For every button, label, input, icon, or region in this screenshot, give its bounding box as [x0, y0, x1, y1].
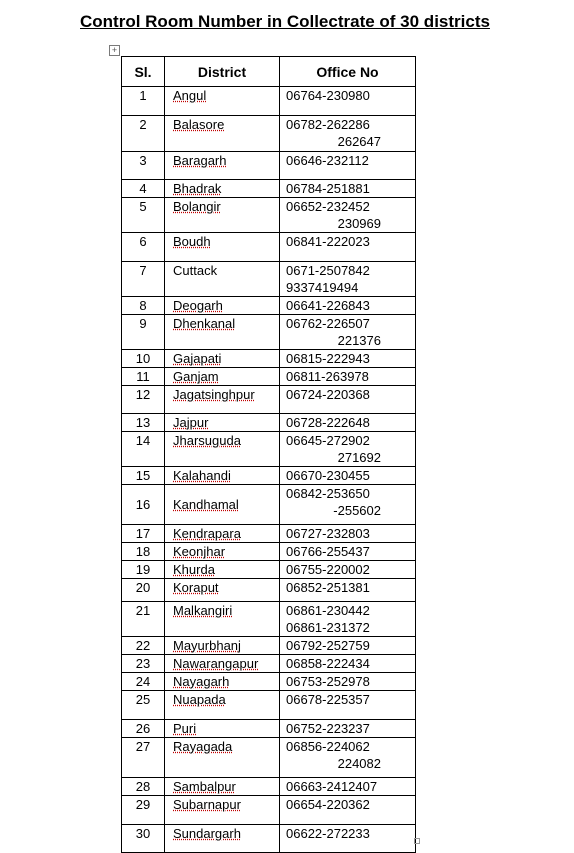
table-row	[122, 720, 416, 738]
cell-sl: 12	[122, 386, 165, 414]
district-name: Keonjhar	[173, 544, 226, 559]
cell-office-no	[280, 87, 416, 116]
cell-office-no	[280, 543, 416, 561]
table-row	[122, 637, 416, 655]
cell-district	[165, 691, 280, 720]
office-number: 221376	[337, 333, 381, 348]
table-row	[122, 561, 416, 579]
district-name: Puri	[173, 721, 197, 736]
table-row	[122, 414, 416, 432]
district-name: Nawarangapur	[173, 656, 259, 671]
cell-district	[165, 198, 280, 233]
district-name: Nayagarh	[173, 674, 230, 689]
header-sl: Sl.	[122, 57, 165, 87]
cell-office-no	[280, 602, 416, 637]
table-row	[122, 778, 416, 796]
district-name: Jagatsinghpur	[173, 387, 255, 402]
cell-district	[165, 432, 280, 467]
cell-district	[165, 116, 280, 152]
district-name: Deogarh	[173, 298, 223, 313]
district-name: Gajapati	[173, 351, 222, 366]
cell-district	[165, 297, 280, 315]
cell-office-no	[280, 655, 416, 673]
cell-sl: 24	[122, 673, 165, 691]
table-row	[122, 198, 416, 233]
cell-office-no	[280, 825, 416, 853]
cell-district	[165, 825, 280, 853]
table-row	[122, 350, 416, 368]
cell-office-no	[280, 297, 416, 315]
cell-office-no	[280, 467, 416, 485]
cell-sl: 7	[122, 262, 165, 297]
table-row	[122, 543, 416, 561]
cell-district	[165, 525, 280, 543]
cell-office-no	[280, 198, 416, 233]
table-row	[122, 432, 416, 467]
cell-office-no	[280, 233, 416, 262]
district-name: Dhenkanal	[173, 316, 236, 331]
cell-office-no	[280, 673, 416, 691]
cell-sl: 30	[122, 825, 165, 853]
district-name: Kandhamal	[173, 497, 239, 512]
cell-sl: 1	[122, 87, 165, 116]
table-row	[122, 87, 416, 116]
cell-district	[165, 543, 280, 561]
cell-district	[165, 655, 280, 673]
cell-office-no	[280, 485, 416, 525]
cell-sl: 18	[122, 543, 165, 561]
office-number: 06652-232452	[286, 199, 370, 214]
cell-office-no	[280, 637, 416, 655]
cell-office-no	[280, 116, 416, 152]
office-number: 06755-220002	[286, 562, 370, 577]
cell-office-no	[280, 180, 416, 198]
district-name: Angul	[173, 88, 207, 103]
cell-district	[165, 579, 280, 602]
cell-district	[165, 637, 280, 655]
cell-sl: 28	[122, 778, 165, 796]
header-office-no: Office No	[280, 57, 416, 87]
office-number: 0671-2507842	[286, 263, 370, 278]
office-number: 230969	[337, 216, 381, 231]
cell-district	[165, 152, 280, 180]
district-name: Kalahandi	[173, 468, 231, 483]
office-number: 06852-251381	[286, 580, 370, 595]
cell-district	[165, 233, 280, 262]
office-number: 06792-252759	[286, 638, 370, 653]
office-number: 06858-222434	[286, 656, 370, 671]
district-name: Bolangir	[173, 199, 221, 214]
office-number: 06762-226507	[286, 316, 370, 331]
office-number: 06856-224062	[286, 739, 370, 754]
office-number: 06654-220362	[286, 797, 370, 812]
office-number: -255602	[333, 503, 381, 518]
cell-district	[165, 467, 280, 485]
cell-office-no	[280, 796, 416, 825]
table-resize-handle[interactable]	[414, 838, 420, 844]
table-row	[122, 368, 416, 386]
table-header-row	[122, 57, 416, 87]
cell-sl: 4	[122, 180, 165, 198]
cell-sl: 15	[122, 467, 165, 485]
cell-office-no	[280, 350, 416, 368]
cell-district	[165, 180, 280, 198]
cell-district	[165, 386, 280, 414]
district-name: Balasore	[173, 117, 225, 132]
office-number: 06724-220368	[286, 387, 370, 402]
table-row	[122, 116, 416, 152]
office-number: 06811-263978	[286, 369, 369, 384]
office-number: 06727-232803	[286, 526, 370, 541]
cell-sl: 20	[122, 579, 165, 602]
document-title: Control Room Number in Collectrate of 30 districts	[80, 12, 490, 31]
cell-office-no	[280, 778, 416, 796]
district-name: Baragarh	[173, 153, 227, 168]
cell-office-no	[280, 262, 416, 297]
cell-district	[165, 262, 280, 297]
table-row	[122, 297, 416, 315]
district-name: Jharsuguda	[173, 433, 241, 448]
office-number: 06753-252978	[286, 674, 370, 689]
cell-sl: 29	[122, 796, 165, 825]
office-number: 224082	[337, 756, 381, 771]
table-row	[122, 485, 416, 525]
office-number: 06645-272902	[286, 433, 370, 448]
district-name: Mayurbhanj	[173, 638, 241, 653]
office-number: 06842-253650	[286, 486, 370, 501]
cell-district	[165, 485, 280, 525]
office-number: 06782-262286	[286, 117, 370, 132]
cell-sl: 3	[122, 152, 165, 180]
office-number: 06764-230980	[286, 88, 370, 103]
header-district: District	[165, 57, 280, 87]
cell-district	[165, 738, 280, 778]
cell-district	[165, 602, 280, 637]
cell-office-no	[280, 315, 416, 350]
table-row	[122, 796, 416, 825]
district-name: Jajpur	[173, 415, 209, 430]
table-row	[122, 602, 416, 637]
district-name: Khurda	[173, 562, 215, 577]
district-name: Rayagada	[173, 739, 233, 754]
office-number: 262647	[337, 134, 381, 149]
table-row	[122, 691, 416, 720]
district-name: Sambalpur	[173, 779, 236, 794]
office-number: 9337419494	[286, 280, 359, 295]
table-row	[122, 262, 416, 297]
table-row	[122, 738, 416, 778]
table-row	[122, 180, 416, 198]
cell-office-no	[280, 579, 416, 602]
table-move-handle-icon[interactable]: +	[109, 45, 120, 56]
cell-district	[165, 778, 280, 796]
table-row	[122, 233, 416, 262]
cell-sl: 5	[122, 198, 165, 233]
office-number: 06670-230455	[286, 468, 370, 483]
cell-office-no	[280, 720, 416, 738]
cell-sl: 16	[122, 485, 165, 525]
cell-sl: 10	[122, 350, 165, 368]
cell-district	[165, 350, 280, 368]
office-number: 06641-226843	[286, 298, 370, 313]
district-name: Nuapada	[173, 692, 226, 707]
office-number: 06752-223237	[286, 721, 370, 736]
cell-sl: 27	[122, 738, 165, 778]
cell-sl: 22	[122, 637, 165, 655]
district-name: Boudh	[173, 234, 211, 249]
cell-sl: 21	[122, 602, 165, 637]
cell-office-no	[280, 561, 416, 579]
table-row	[122, 315, 416, 350]
cell-sl: 9	[122, 315, 165, 350]
cell-district	[165, 796, 280, 825]
cell-office-no	[280, 738, 416, 778]
table-row	[122, 673, 416, 691]
table-row	[122, 525, 416, 543]
office-number: 06663-2412407	[286, 779, 378, 794]
cell-district	[165, 368, 280, 386]
district-name: Subarnapur	[173, 797, 241, 812]
office-number: 06728-222648	[286, 415, 370, 430]
office-number: 06622-272233	[286, 826, 370, 841]
cell-office-no	[280, 386, 416, 414]
district-name: Ganjam	[173, 369, 219, 384]
cell-sl: 2	[122, 116, 165, 152]
table-row	[122, 579, 416, 602]
cell-district	[165, 720, 280, 738]
control-room-table	[121, 56, 416, 853]
cell-district	[165, 414, 280, 432]
cell-district	[165, 673, 280, 691]
office-number: 06784-251881	[286, 181, 370, 196]
office-number: 271692	[337, 450, 381, 465]
cell-district	[165, 561, 280, 579]
table-row	[122, 825, 416, 853]
cell-sl: 11	[122, 368, 165, 386]
district-name: Sundargarh	[173, 826, 241, 841]
table-row	[122, 152, 416, 180]
district-name: Koraput	[173, 580, 219, 595]
table-row	[122, 467, 416, 485]
office-number: 06861-230442	[286, 603, 370, 618]
office-number: 06646-232112	[286, 153, 369, 168]
cell-office-no	[280, 691, 416, 720]
cell-sl: 13	[122, 414, 165, 432]
cell-office-no	[280, 152, 416, 180]
cell-sl: 23	[122, 655, 165, 673]
office-number: 06766-255437	[286, 544, 370, 559]
cell-sl: 19	[122, 561, 165, 579]
district-name: Malkangiri	[173, 603, 233, 618]
table-row	[122, 386, 416, 414]
table-row	[122, 655, 416, 673]
district-name: Bhadrak	[173, 181, 222, 196]
office-number: 06841-222023	[286, 234, 370, 249]
office-number: 06815-222943	[286, 351, 370, 366]
cell-office-no	[280, 525, 416, 543]
cell-office-no	[280, 432, 416, 467]
cell-office-no	[280, 414, 416, 432]
cell-district	[165, 315, 280, 350]
cell-sl: 6	[122, 233, 165, 262]
cell-sl: 25	[122, 691, 165, 720]
district-name: Cuttack	[173, 263, 218, 278]
district-name: Kendrapara	[173, 526, 241, 541]
cell-sl: 14	[122, 432, 165, 467]
cell-sl: 8	[122, 297, 165, 315]
table-body	[122, 87, 416, 853]
cell-sl: 26	[122, 720, 165, 738]
office-number: 06678-225357	[286, 692, 370, 707]
cell-district	[165, 87, 280, 116]
office-number: 06861-231372	[286, 620, 370, 635]
cell-sl: 17	[122, 525, 165, 543]
cell-office-no	[280, 368, 416, 386]
